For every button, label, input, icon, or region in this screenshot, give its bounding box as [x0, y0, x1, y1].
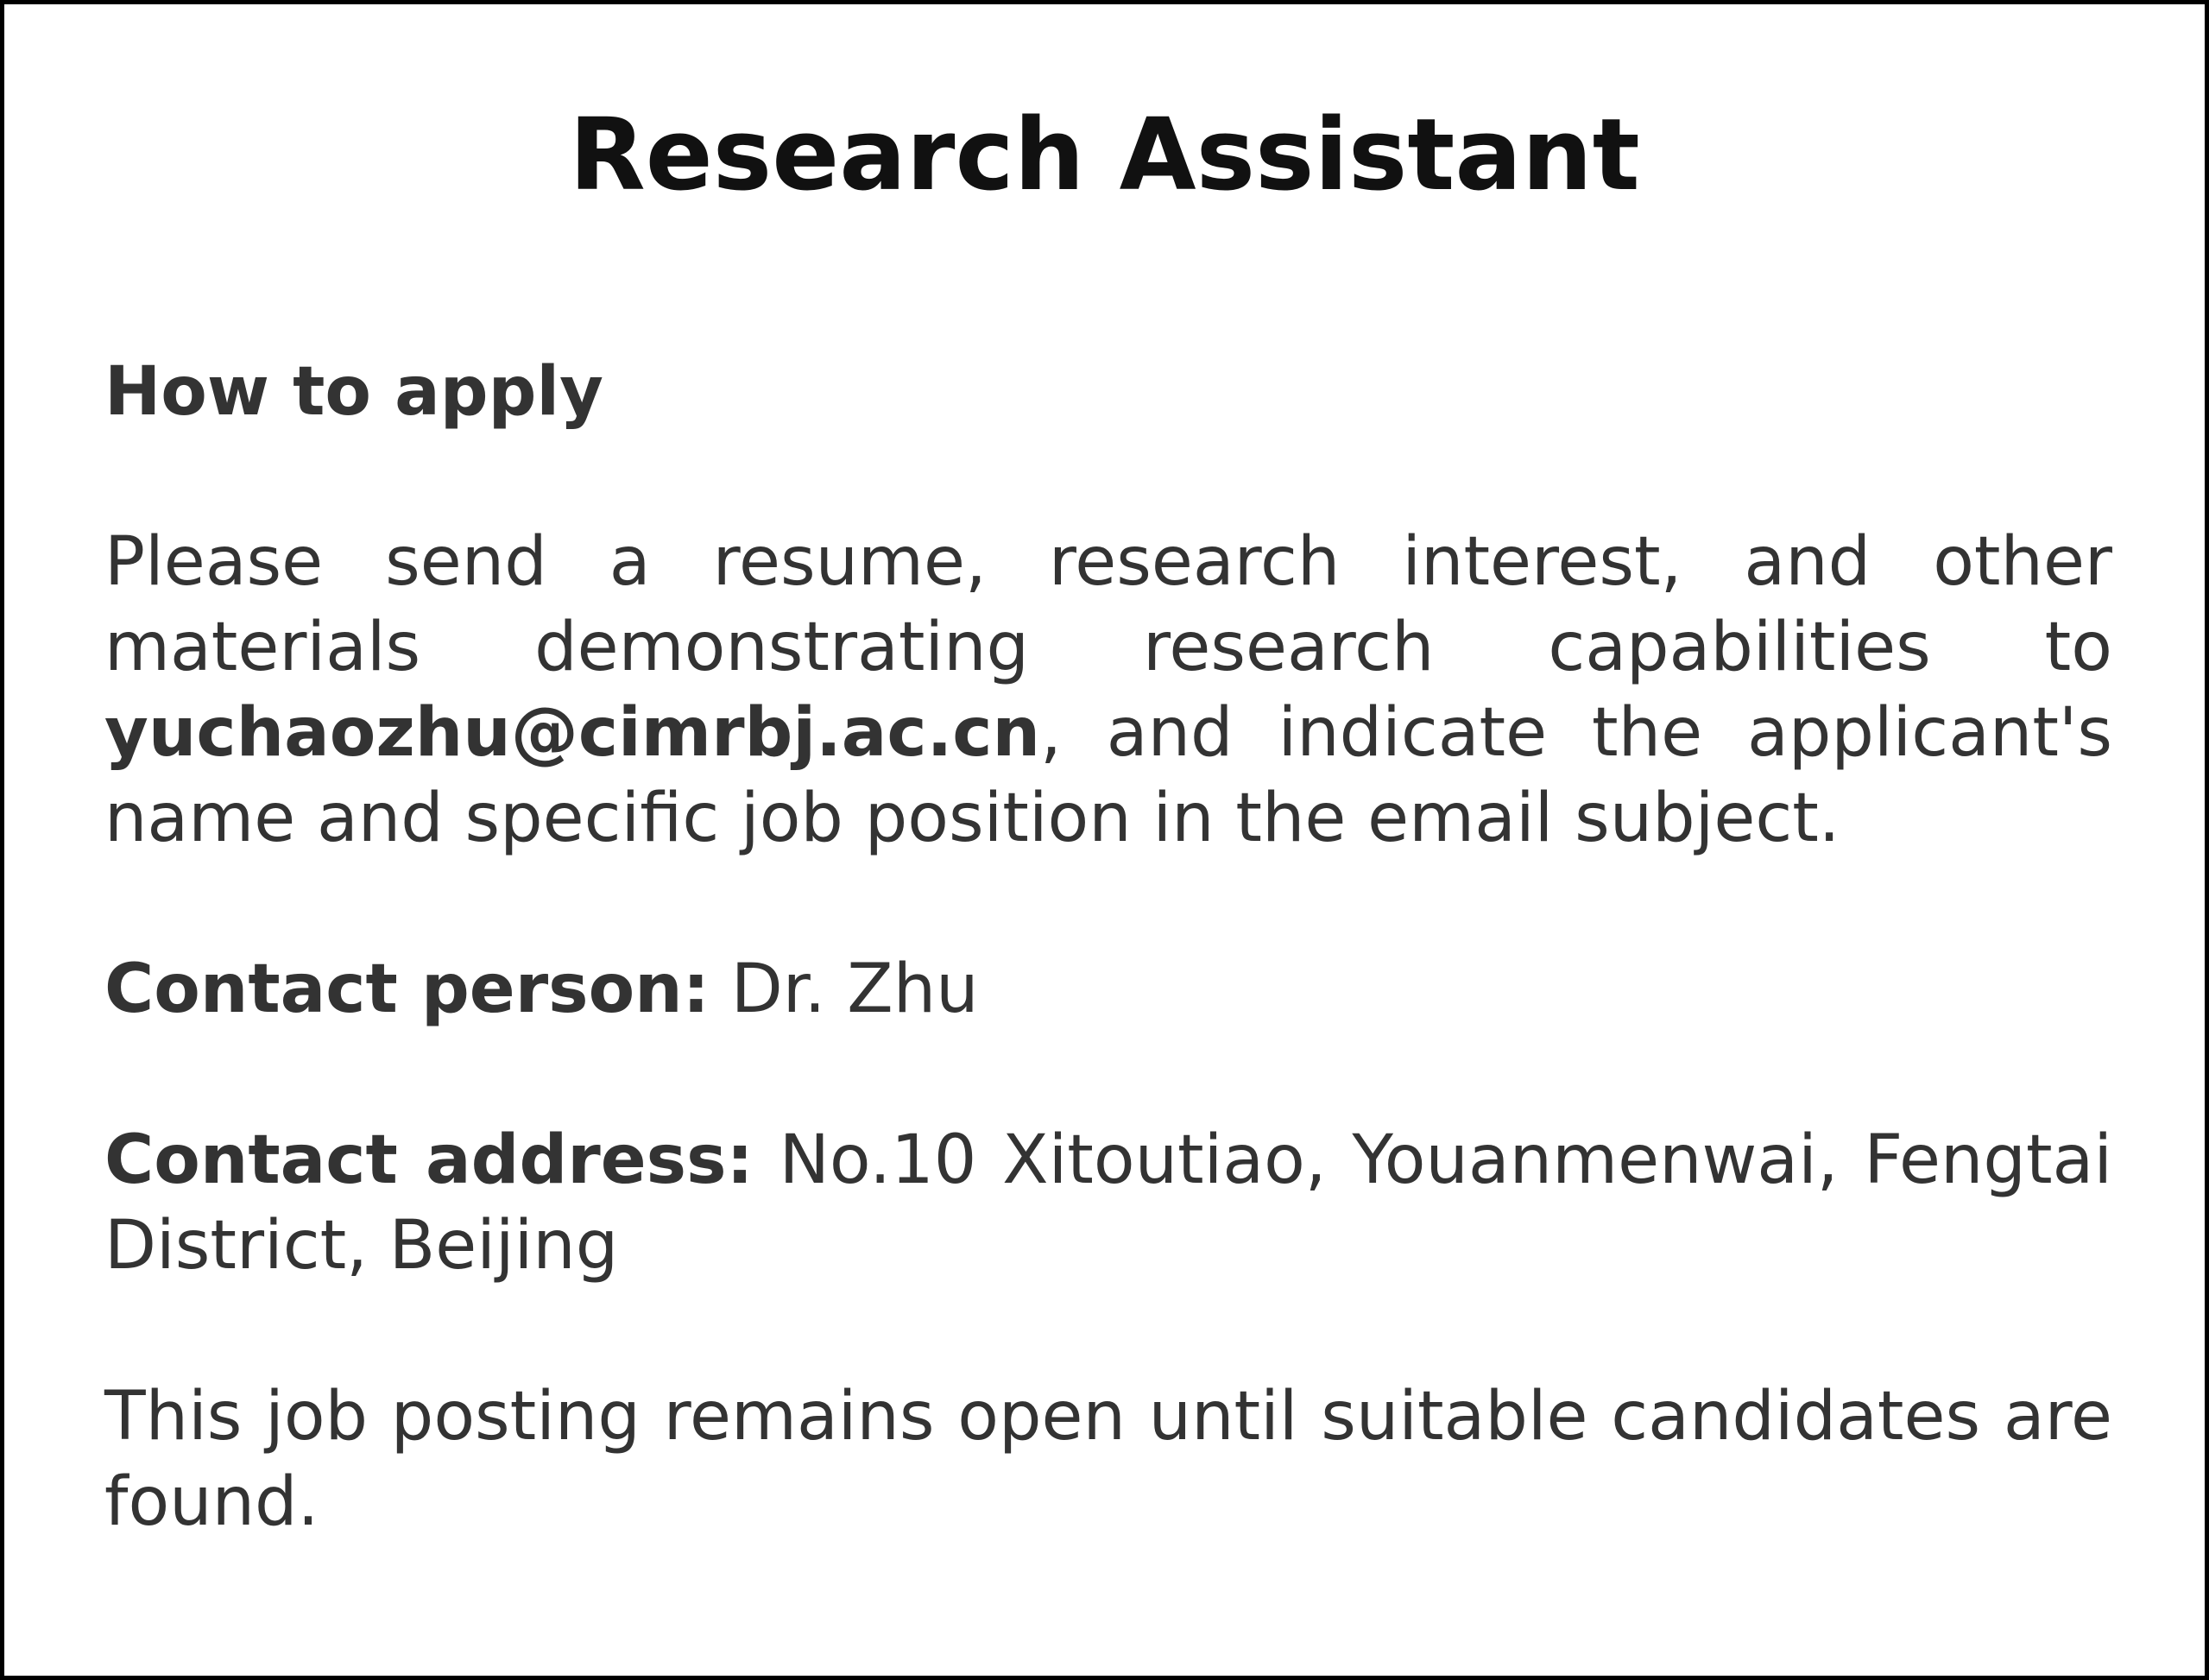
application-instructions	[104, 520, 2112, 862]
closing-statement: This job posting remains open until suitable candidates are found.	[104, 1378, 2112, 1541]
page-title: Research Assistant	[569, 98, 1640, 213]
contact-address-label: Contact address:	[104, 1121, 754, 1199]
contact-address	[104, 1118, 2112, 1289]
document-body	[104, 350, 2112, 1545]
contact-person	[104, 947, 2112, 1033]
contact-person-label: Contact person:	[104, 951, 710, 1028]
contact-email: yuchaozhu@cimrbj.ac.cn	[104, 694, 1041, 772]
contact-person-value: Dr. Zhu	[709, 951, 979, 1028]
how-to-apply-heading: How to apply	[104, 353, 603, 431]
contact-address-value: No.10 Xitoutiao, Youanmenwai, Fengtai District, Beijing	[104, 1121, 2112, 1285]
instructions-text-after: , and indicate the applicant's name and specific job position in the email subject.	[104, 694, 2112, 857]
instructions-text-before: Please send a resume, research interest, and other materials demonstrating research capabilities to	[104, 523, 2112, 686]
